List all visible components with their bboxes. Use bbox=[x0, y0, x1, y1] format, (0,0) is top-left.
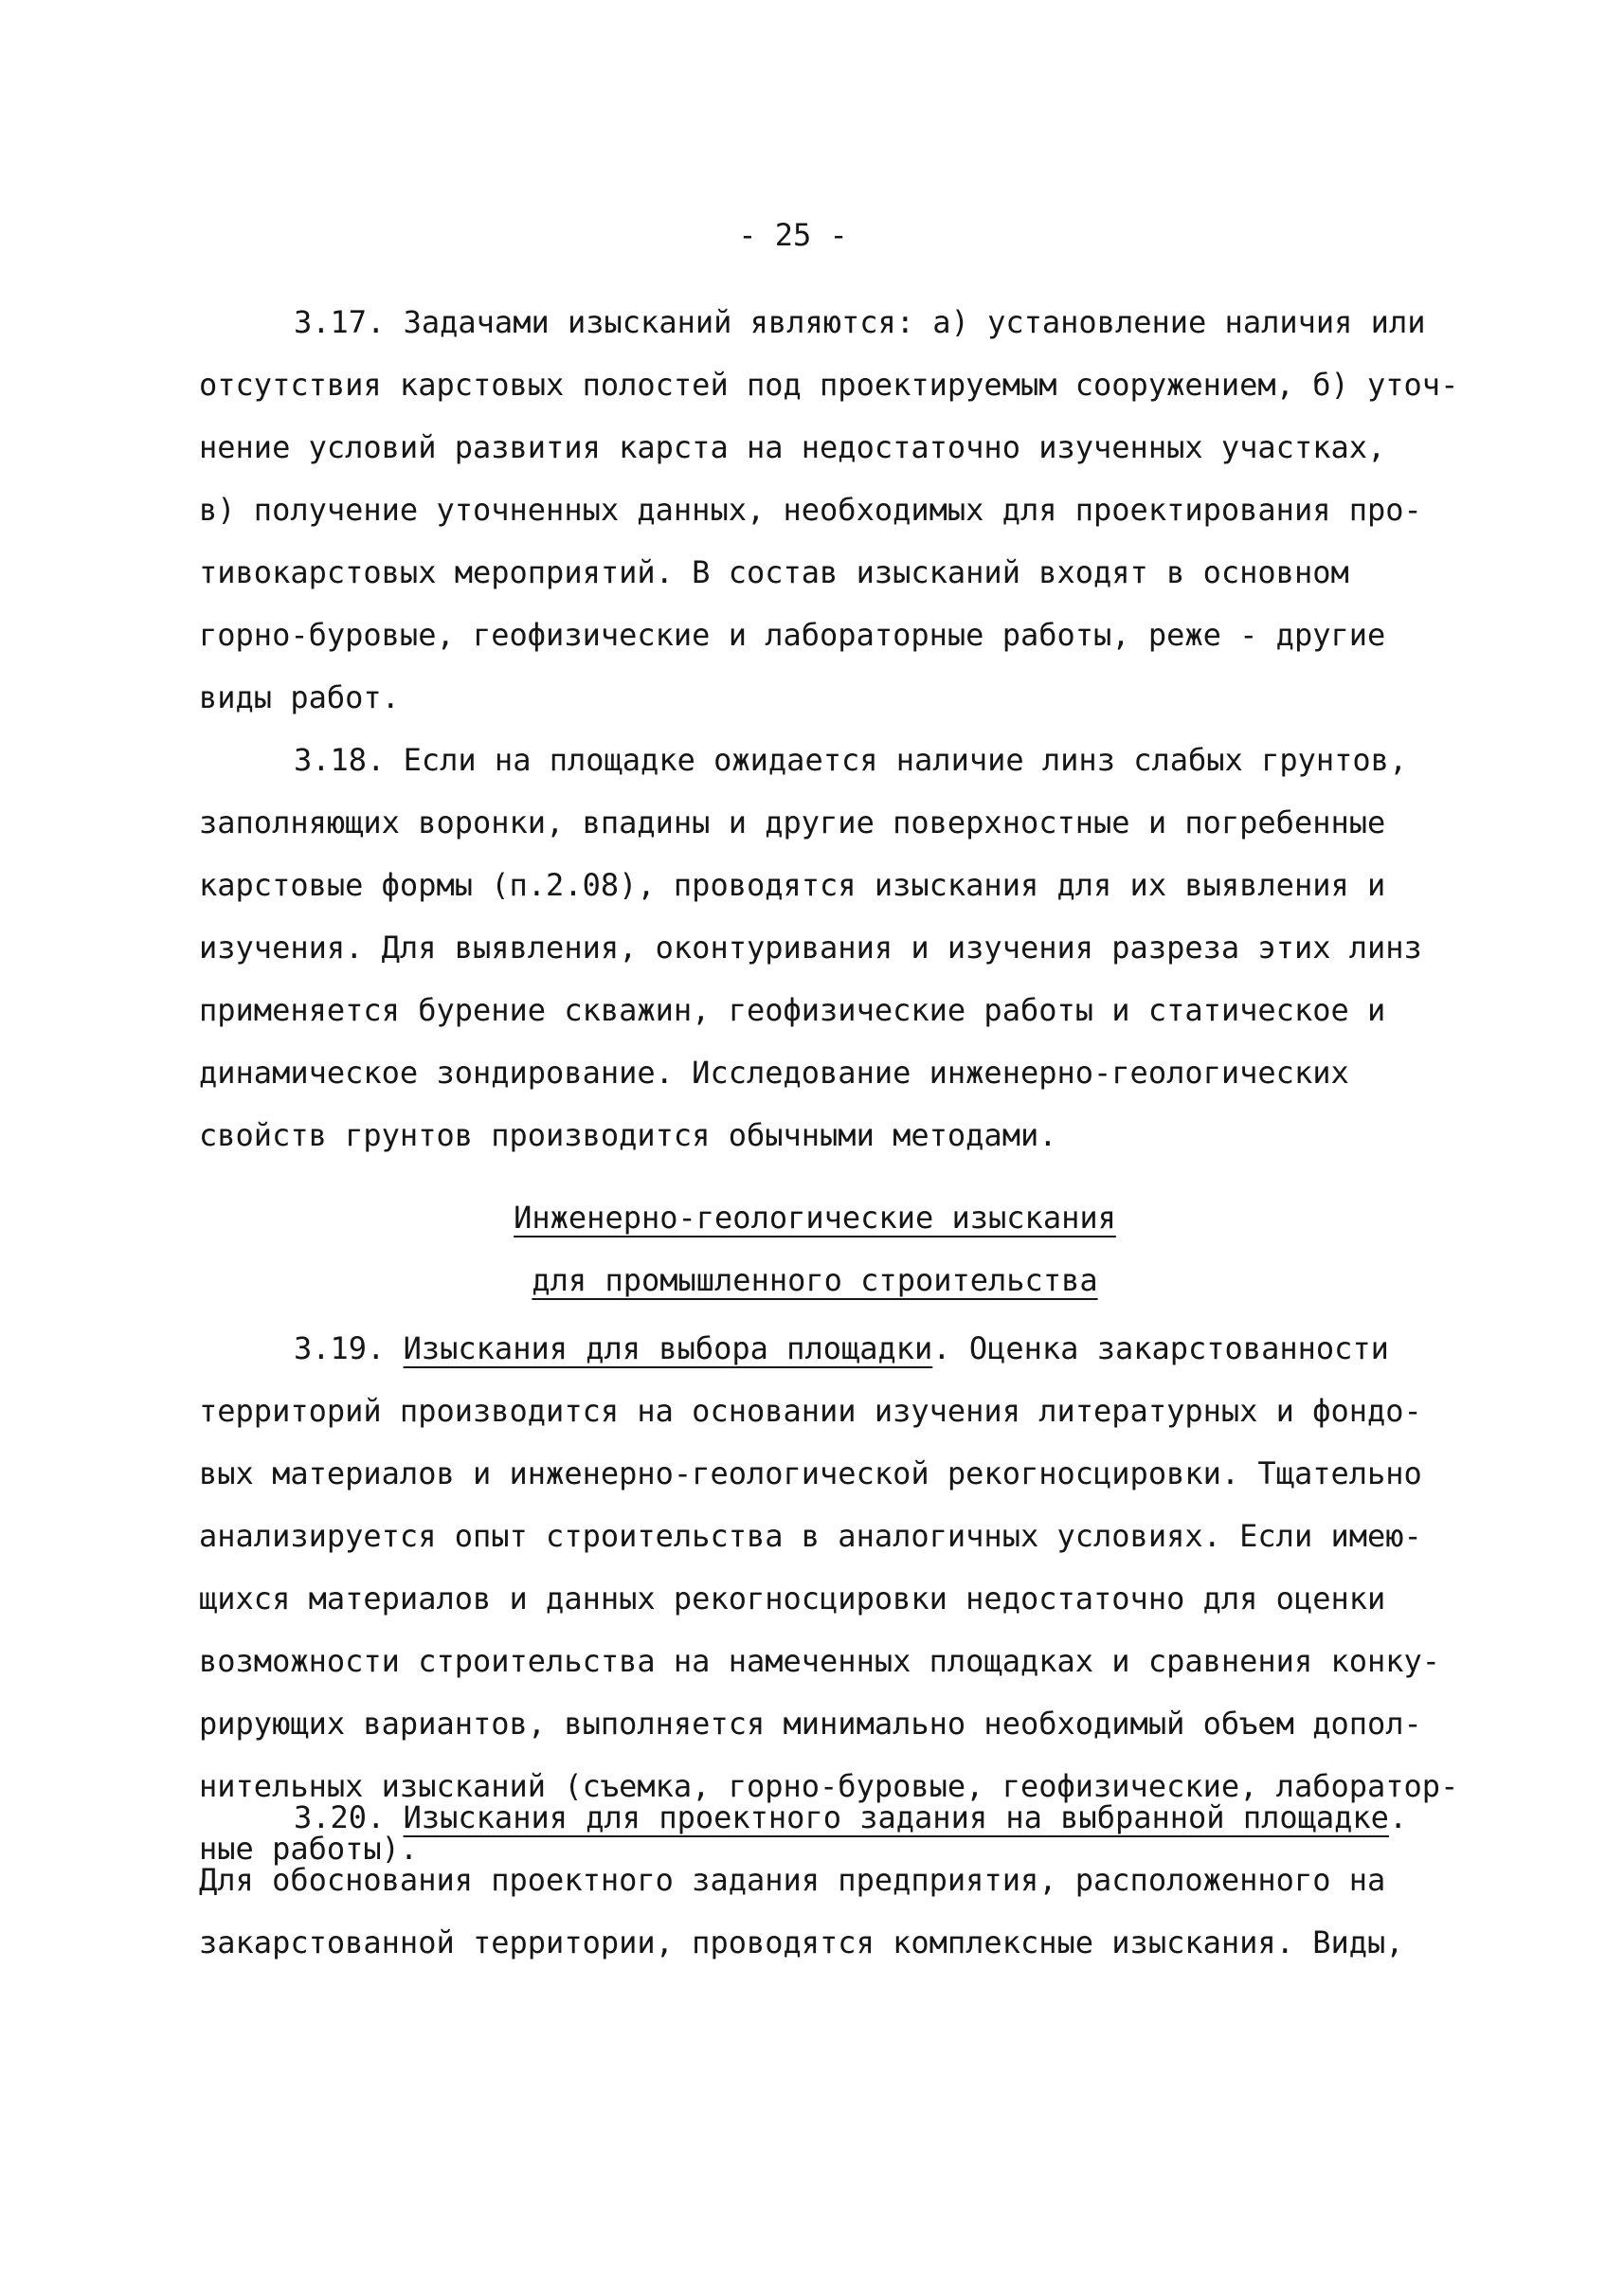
paragraph-line: ные работы). bbox=[199, 1831, 419, 1867]
section-3-17-paragraph bbox=[199, 291, 1459, 1166]
paragraph-first-line bbox=[199, 1317, 1431, 1380]
paragraph-line: анализируется опыт строительства в аналогичных условиях. Если имею- bbox=[199, 1518, 1422, 1554]
clause-number: 3.19. bbox=[294, 1330, 386, 1366]
clause-first-line-rest: . bbox=[1388, 1799, 1408, 1835]
paragraph-line: отсутствия карстовых полостей под проектируемым сооружением, б) уточ- bbox=[199, 367, 1459, 403]
page-number: - 25 - bbox=[738, 217, 848, 253]
paragraph-line: щихся материалов и данных рекогносцировки недостаточно для оценки bbox=[199, 1581, 1386, 1617]
paragraph-line: закарстованной территории, проводятся комплексные изыскания. Виды, bbox=[199, 1924, 1404, 1960]
paragraph-line: динамическое зондирование. Исследование инженерно-геологических bbox=[199, 1055, 1349, 1091]
paragraph-line: Для обоснования проектного задания предприятия, расположенного на bbox=[199, 1862, 1386, 1898]
paragraph-line: виды работ. bbox=[199, 679, 400, 715]
paragraph-line: вых материалов и инженерно-геологической рекогносцировки. Тщательно bbox=[199, 1455, 1422, 1491]
paragraph-line: территорий производится на основании изучения литературных и фондо- bbox=[199, 1393, 1422, 1429]
paragraph-line: применяется бурение скважин, геофизические работы и статическое и bbox=[199, 992, 1386, 1028]
heading-line-2: для промышленного строительства bbox=[532, 1262, 1098, 1298]
paragraph-line: заполняющих воронки, впадины и другие поверхностные и погребенные bbox=[199, 804, 1386, 840]
paragraph-line: нение условий развития карста на недостаточно изученных участках, bbox=[199, 429, 1386, 465]
section-3-20-paragraph bbox=[199, 1786, 1431, 1974]
paragraph-line: изучения. Для выявления, оконтуривания и изучения разреза этих линз bbox=[199, 930, 1422, 966]
paragraph-line: в) получение уточненных данных, необходимых для проектирования про- bbox=[199, 492, 1422, 528]
paragraph-line: тивокарстовых мероприятий. В состав изысканий входят в основном bbox=[199, 554, 1349, 590]
paragraph-line: 3.17. Задачами изысканий являются: а) установление наличия или bbox=[294, 304, 1426, 340]
clause-title: Изыскания для проектного задания на выбранной площадке bbox=[403, 1799, 1389, 1835]
paragraph-line: горно-буровые, геофизические и лабораторные работы, реже - другие bbox=[199, 617, 1386, 653]
paragraph-line: нительных изысканий (съемка, горно-буровые, геофизические, лаборатор- bbox=[199, 1768, 1459, 1804]
clause-title: Изыскания для выбора площадки bbox=[403, 1330, 933, 1366]
clause-first-line-rest: . Оценка закарстованности bbox=[932, 1330, 1389, 1366]
clause-number: 3.20. bbox=[294, 1799, 386, 1835]
heading-line-1: Инженерно-геологические изыскания bbox=[514, 1200, 1116, 1236]
section-heading bbox=[199, 1186, 1431, 1311]
paragraph-first-line bbox=[199, 1786, 1431, 1849]
paragraph-line: возможности строительства на намеченных площадках и сравнения конку- bbox=[199, 1643, 1441, 1679]
paragraph-line: рирующих вариантов, выполняется минимально необходимый объем допол- bbox=[199, 1706, 1422, 1742]
paragraph-line: 3.18. Если на площадке ожидается наличие линз слабых грунтов, bbox=[294, 742, 1408, 778]
paragraph-line: свойств грунтов производится обычными методами. bbox=[199, 1117, 1057, 1153]
paragraph-line: карстовые формы (п.2.08), проводятся изыскания для их выявления и bbox=[199, 867, 1386, 903]
